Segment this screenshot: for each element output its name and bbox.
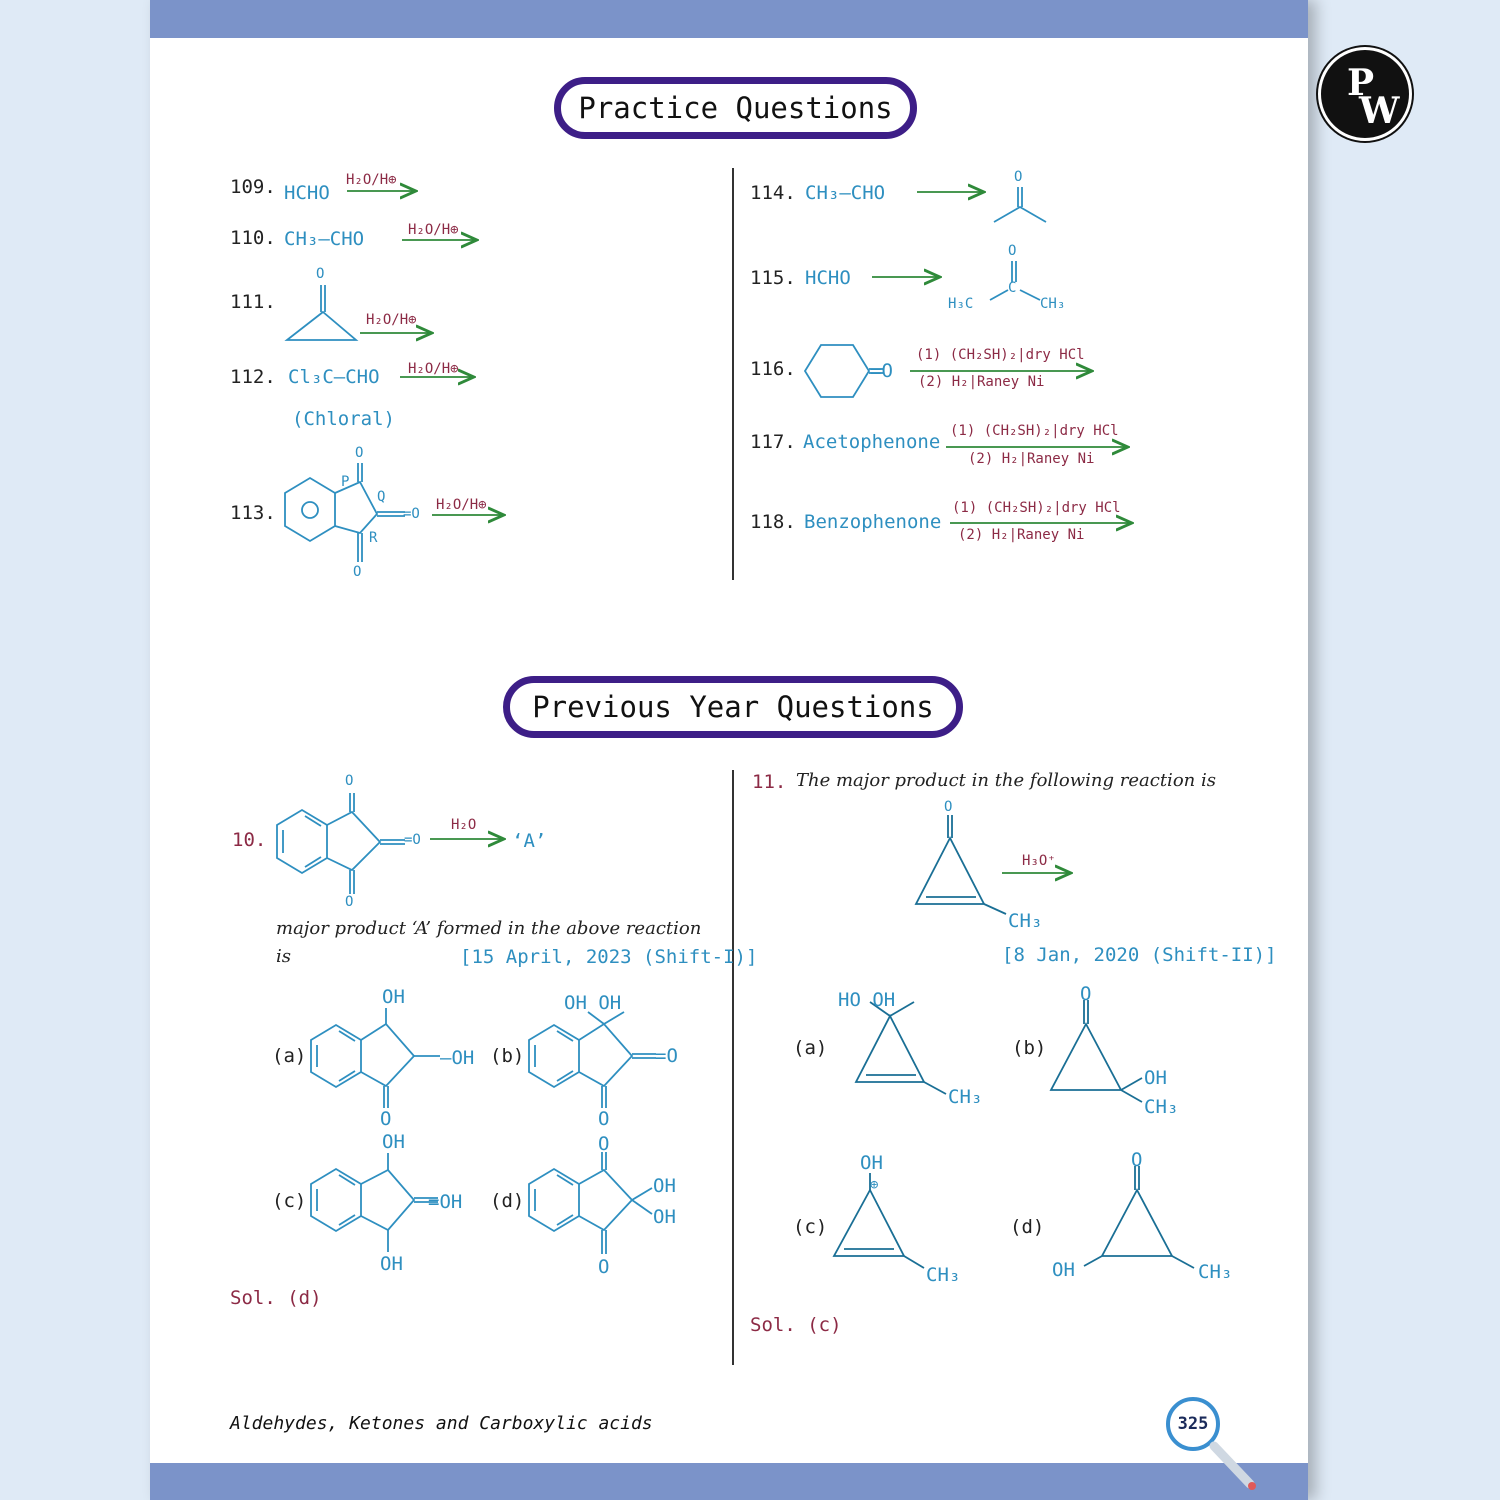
q113-number: 113. <box>230 502 276 524</box>
pyq10-option-a-top: OH <box>382 986 405 1008</box>
pyq11-solution: Sol. (c) <box>750 1314 842 1336</box>
q114-number: 114. <box>750 182 796 204</box>
q114-oxygen: O <box>1014 169 1023 185</box>
q115-oxygen: O <box>1008 243 1017 259</box>
pyq11-option-a-structure <box>856 1002 946 1094</box>
q109-reagent: H₂O/H⊕ <box>346 172 397 188</box>
pyq10-option-b-top: OH OH <box>564 992 622 1014</box>
q113-label-p: P <box>341 474 350 490</box>
previous-year-questions-heading: Previous Year Questions <box>503 676 963 738</box>
pyq11-option-b-sub: CH₃ <box>1144 1096 1179 1118</box>
q110-reactant: CH₃—CHO <box>284 228 365 250</box>
pyq10-stem-line1: major product ‘A’ formed in the above reaction <box>276 918 702 939</box>
q112-name: (Chloral) <box>292 408 395 430</box>
q117-reagent-2: (2) H₂|Raney Ni <box>968 451 1095 467</box>
pyq10-option-c-label: (c) <box>272 1190 307 1212</box>
pyq11-number: 11. <box>752 771 787 793</box>
pyq10-option-c-side: =OH <box>428 1191 463 1213</box>
q114-reactant: CH₃—CHO <box>805 182 886 204</box>
pyq10-option-b-side: =O <box>655 1045 678 1067</box>
q118-reactant: Benzophenone <box>804 511 942 533</box>
q115-carbon: C <box>1008 280 1017 296</box>
pyq11-option-b-top: O <box>1080 983 1092 1005</box>
pyq11-option-d-structure <box>1084 1166 1194 1268</box>
pyq10-option-c-bottom: OH <box>380 1253 403 1275</box>
pyq10-option-a-label: (a) <box>272 1045 307 1067</box>
pyq10-option-b-label: (b) <box>490 1045 525 1067</box>
pyq11-option-b-structure <box>1051 1000 1142 1102</box>
q110-number: 110. <box>230 227 276 249</box>
q112-number: 112. <box>230 366 276 388</box>
pyq10-number: 10. <box>232 829 267 851</box>
option-b-structure <box>529 1012 656 1108</box>
pyq11-option-a-label: (a) <box>793 1037 828 1059</box>
pyq11-source: [8 Jan, 2020 (Shift-II)] <box>1002 944 1277 966</box>
pyq10-option-c-top: OH <box>382 1131 405 1153</box>
pyq11-option-c-charge: ⊕ <box>870 1177 879 1193</box>
cyclopropenone-pyq11 <box>916 815 1006 914</box>
q116-oxygen: =O <box>870 360 893 382</box>
q118-reagent-2: (2) H₂|Raney Ni <box>958 527 1085 543</box>
pyq10-option-d-top: O <box>598 1133 610 1155</box>
q115-left-methyl: H₃C <box>948 296 974 312</box>
q112-reactant: Cl₃C—CHO <box>288 366 380 388</box>
pyq11-option-c-sub: CH₃ <box>926 1264 961 1286</box>
page-number-badge: 325 <box>1166 1397 1220 1451</box>
pyq11-option-d-label: (d) <box>1010 1216 1045 1238</box>
q117-reactant: Acetophenone <box>803 431 941 453</box>
pyq11-option-b-label: (b) <box>1012 1037 1047 1059</box>
acetone-114 <box>994 187 1046 222</box>
option-d-structure <box>529 1152 652 1254</box>
pyq10-option-d-label: (d) <box>490 1190 525 1212</box>
logo-w: W <box>1359 90 1400 132</box>
pyq11-option-c-label: (c) <box>793 1216 828 1238</box>
q118-reagent-1: (1) (CH₂SH)₂|dry HCl <box>952 500 1121 516</box>
q118-number: 118. <box>750 511 796 533</box>
chapter-footer: Aldehydes, Ketones and Carboxylic acids <box>230 1413 653 1434</box>
q113-reagent: H₂O/H⊕ <box>436 497 487 513</box>
pyq11-option-d-oh: OH <box>1052 1259 1075 1281</box>
pyq10-stem-line2: is <box>276 946 291 967</box>
cyclopropanone-111 <box>287 285 356 340</box>
pyq11-option-d-sub: CH₃ <box>1198 1261 1233 1283</box>
pyq11-option-c-top: OH <box>860 1152 883 1174</box>
option-c-structure <box>311 1153 438 1252</box>
q115-right-methyl: CH₃ <box>1040 296 1066 312</box>
q113-label-o-bottom: O <box>353 564 362 580</box>
pyq10-source: [15 April, 2023 (Shift-I)] <box>460 946 758 968</box>
option-a-structure <box>311 1008 440 1108</box>
q109-reactant: HCHO <box>284 182 330 204</box>
q110-reagent: H₂O/H⊕ <box>408 222 459 238</box>
q111-reagent: H₂O/H⊕ <box>366 312 417 328</box>
pyq10-reagent: H₂O <box>451 817 477 833</box>
pyq11-option-c-structure <box>834 1173 924 1268</box>
pyq10-option-d-oh1: OH <box>653 1175 676 1197</box>
pyq11-option-d-top: O <box>1131 1149 1143 1171</box>
q111-number: 111. <box>230 291 276 313</box>
pyq11-substituent: CH₃ <box>1008 910 1043 932</box>
pyq10-oxygen-bottom: O <box>345 894 354 910</box>
q115-reactant: HCHO <box>805 267 851 289</box>
q117-reagent-1: (1) (CH₂SH)₂|dry HCl <box>950 423 1119 439</box>
q113-label-r: R <box>369 530 378 546</box>
logo-p: P <box>1347 62 1375 104</box>
pyq10-oxygen-top: O <box>345 773 354 789</box>
q113-label-o-top: O <box>355 445 364 461</box>
q116-number: 116. <box>750 358 796 380</box>
q116-reagent-1: (1) (CH₂SH)₂|dry HCl <box>916 347 1085 363</box>
q112-reagent: H₂O/H⊕ <box>408 361 459 377</box>
indanetrione-pyq10 <box>277 793 405 894</box>
pyq11-option-b-oh: OH <box>1144 1067 1167 1089</box>
q109-number: 109. <box>230 176 276 198</box>
q117-number: 117. <box>750 431 796 453</box>
pyq11-oxygen: O <box>944 799 953 815</box>
q115-number: 115. <box>750 267 796 289</box>
pyq11-reagent: H₃O⁺ <box>1022 853 1056 869</box>
pyq10-option-a-bottom: O <box>380 1108 392 1130</box>
pyq10-oxygen-right: =O <box>404 832 421 848</box>
q113-label-q: Q <box>377 489 386 505</box>
pyq10-solution: Sol. (d) <box>230 1287 322 1309</box>
pyq10-option-d-oh2: OH <box>653 1206 676 1228</box>
q116-reagent-2: (2) H₂|Raney Ni <box>918 374 1045 390</box>
pyq11-option-a-sub: CH₃ <box>948 1086 983 1108</box>
pyq11-option-a-top: HO OH <box>838 989 896 1011</box>
q113-label-o-right: =O <box>403 506 420 522</box>
practice-questions-heading: Practice Questions <box>554 77 917 139</box>
pyq11-stem: The major product in the following reaction is <box>796 770 1216 791</box>
pyq10-option-a-side: —OH <box>440 1047 475 1069</box>
pyq10-product: ‘A’ <box>512 830 547 852</box>
magnifier-handle-icon <box>1206 1440 1266 1500</box>
pyq10-option-d-bottom: O <box>598 1256 610 1278</box>
q111-oxygen: O <box>316 266 325 282</box>
pyq10-option-b-bottom: O <box>598 1108 610 1130</box>
